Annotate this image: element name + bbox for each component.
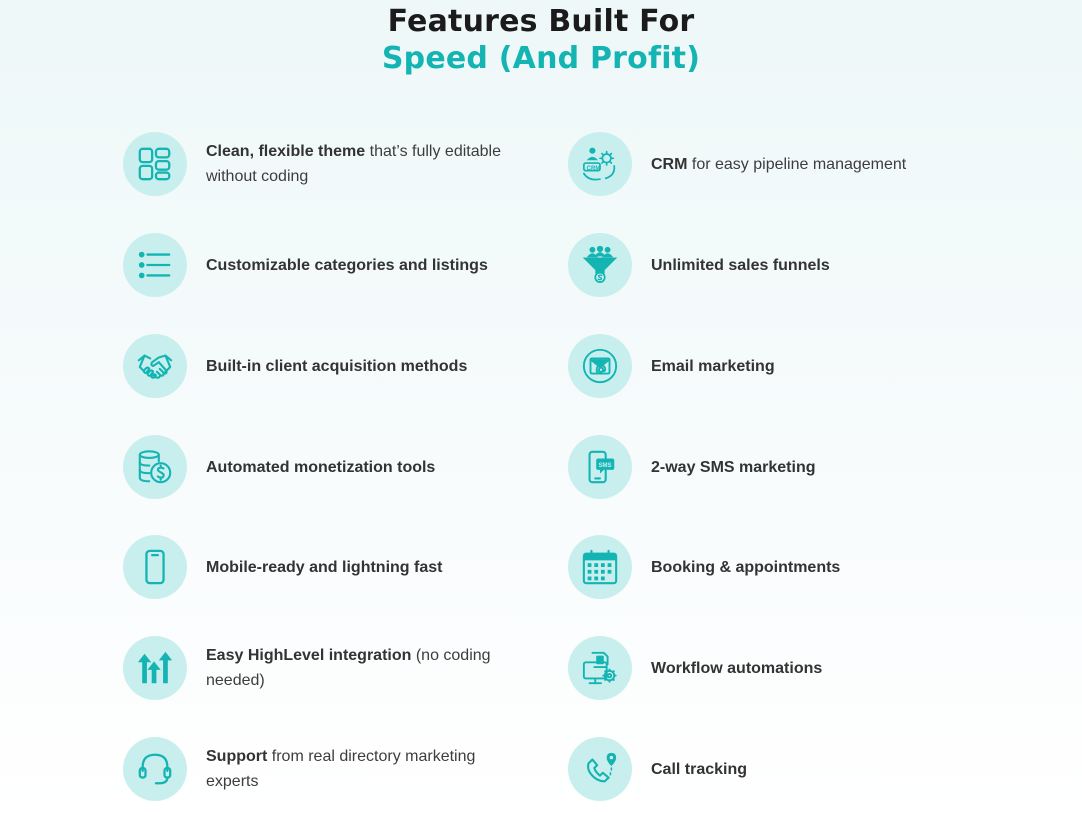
crm-gear-icon [568,132,632,196]
layout-grid-icon [123,132,187,196]
email-marketing-icon [568,334,632,398]
call-tracking-icon [568,737,632,801]
handshake-icon [123,334,187,398]
feature-title: Call tracking [651,760,748,778]
features-subheading: Speed (And Profit) [381,41,701,76]
feature-title: Clean, flexible theme [206,143,366,160]
arrows-up-icon [123,636,187,700]
feature-text [206,643,506,693]
feature-text [206,354,506,379]
feature-item-mobile-ready [123,535,543,599]
feature-title: Unlimited sales funnels [651,256,830,274]
coin-stack-dollar-icon [123,435,187,499]
feature-title: Built-in client acquisition methods [206,357,468,375]
feature-item-sales-funnels [568,233,988,297]
feature-title: Automated monetization tools [206,458,436,476]
feature-description: for easy pipeline management [687,155,907,173]
feature-item-sms-marketing [568,435,988,499]
sms-phone-icon [568,435,632,499]
feature-title: Email marketing [651,357,775,375]
feature-text [651,757,951,782]
feature-title: Mobile-ready and lightning fast [206,558,443,576]
list-icon [123,233,187,297]
feature-item-monetization [123,435,543,499]
feature-item-support [123,737,543,801]
feature-item-booking [568,535,988,599]
feature-text [206,455,506,480]
feature-text [651,656,951,681]
feature-title: Booking & appointments [651,558,841,576]
feature-text [206,744,506,794]
feature-item-client-acquisition [123,334,543,398]
sales-funnel-icon [568,233,632,297]
feature-item-highlevel [123,636,543,700]
feature-item-crm [568,132,988,196]
feature-title: CRM [651,155,688,173]
feature-text [651,354,951,379]
feature-item-clean-theme [123,132,543,196]
feature-description: (no coding needed) [206,647,491,689]
feature-title: Easy HighLevel integration [206,647,412,664]
feature-text [651,253,951,278]
crm-icon-label: CRM [586,166,601,172]
headset-icon [123,737,187,801]
feature-item-categories [123,233,543,297]
feature-text [651,455,951,480]
feature-title: Workflow automations [651,659,823,677]
feature-description: that’s fully editable without coding [206,143,501,185]
smartphone-icon [123,535,187,599]
feature-text [651,152,951,177]
feature-text [206,139,506,189]
feature-item-email-marketing [568,334,988,398]
workflow-automation-icon [568,636,632,700]
feature-item-workflow [568,636,988,700]
feature-title: 2-way SMS marketing [651,458,816,476]
calendar-icon [568,535,632,599]
feature-text [206,555,506,580]
feature-text [651,555,951,580]
feature-text [206,253,506,278]
feature-title: Customizable categories and listings [206,256,488,274]
feature-title: Support [206,748,268,765]
features-heading: Features Built For [387,4,695,39]
feature-description: from real directory marketing experts [206,748,476,790]
feature-item-call-tracking [568,737,988,801]
sms-icon-label: SMS [598,463,612,469]
